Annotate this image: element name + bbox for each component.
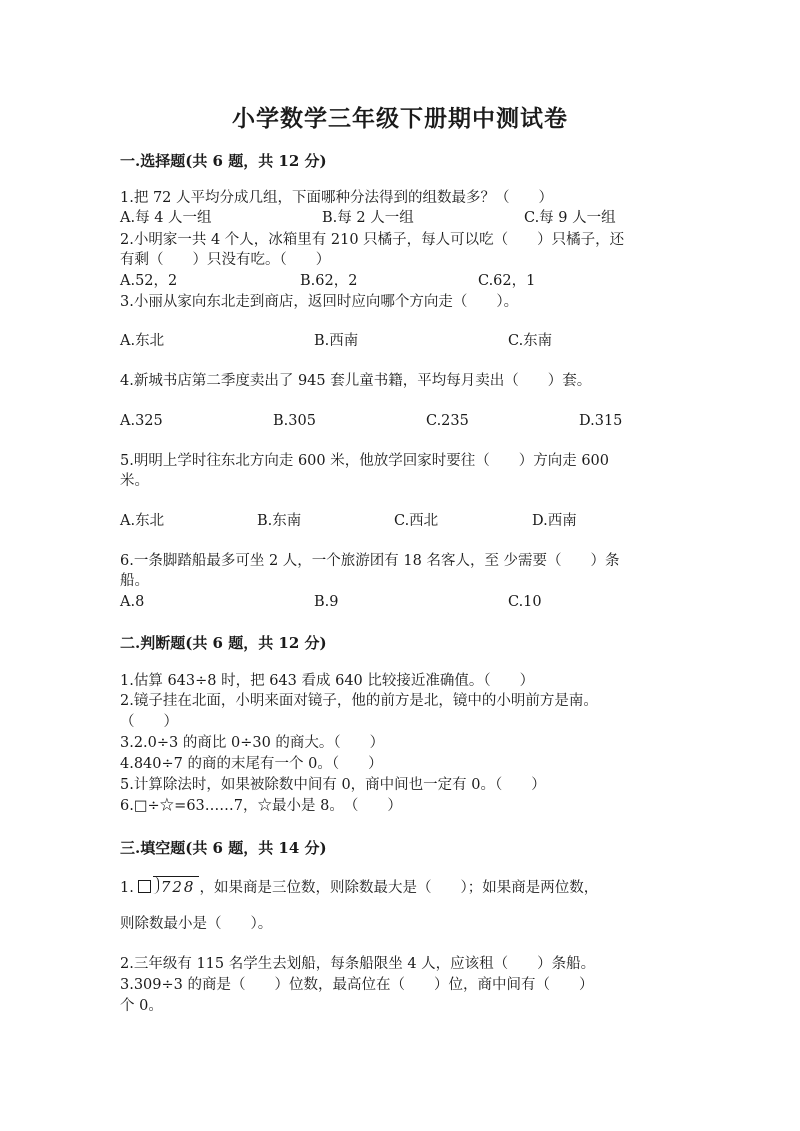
question-text: 船。 [120, 573, 149, 589]
section-heading-judgement: 二.判断题(共 6 题，共 12 分) [120, 634, 327, 652]
blank-box-icon [138, 880, 151, 893]
option-b: B.9 [314, 594, 339, 610]
question-text: 则除数最小是（ ）。 [120, 916, 273, 932]
option-b: B.东南 [257, 513, 302, 529]
option-c: C.235 [426, 413, 469, 429]
statement: 2.镜子挂在北面，小明来面对镜子，他的前方是北，镜中的小明前方是南。 [120, 693, 598, 709]
statement: 3.2.0÷3 的商比 0÷30 的商大。（ ） [120, 735, 385, 751]
question-text: 有剩（ ）只没有吃。（ ） [120, 252, 331, 268]
option-c: C.每 9 人一组 [524, 210, 616, 226]
section-heading-fill-blank: 三.填空题(共 6 题，共 14 分) [120, 839, 327, 857]
option-b: B.62，2 [300, 273, 358, 289]
statement: 5.计算除法时，如果被除数中间有 0，商中间也一定有 0。（ ） [120, 777, 546, 793]
question-text: 1.把 72 人平均分成几组，下面哪种分法得到的组数最多？（ ） [120, 190, 554, 206]
question-text: 2.三年级有 115 名学生去划船，每条船限坐 4 人，应该租（ ）条船。 [120, 956, 596, 972]
option-d: D.西南 [532, 513, 577, 529]
option-c: C.10 [508, 594, 542, 610]
option-c: C.东南 [508, 333, 553, 349]
question-text: 3.小丽从家向东北走到商店，返回时应向哪个方向走（ ）。 [120, 294, 519, 310]
section-heading-choice: 一.选择题(共 6 题，共 12 分) [120, 152, 327, 170]
option-a: A.8 [120, 594, 145, 610]
option-b: B.305 [273, 413, 316, 429]
option-a: A.325 [120, 413, 163, 429]
page-title: 小学数学三年级下册期中测试卷 [232, 105, 568, 132]
question-text: 5.明明上学时往东北方向走 600 米，他放学回家时要往（ ）方向走 600 [120, 453, 610, 469]
question-text: ，如果商是三位数，则除数最大是（ ）；如果商是两位数， [199, 880, 599, 896]
option-a: A.52，2 [120, 273, 178, 289]
option-d: D.315 [579, 413, 623, 429]
statement: 4.840÷7 的商的末尾有一个 0。（ ） [120, 756, 383, 772]
question-text: 6.一条脚踏船最多可坐 2 人，一个旅游团有 18 名客人，至 少需要（ ）条 [120, 553, 620, 569]
question-text: 2.小明家一共 4 个人，冰箱里有 210 只橘子，每人可以吃（ ）只橘子，还 [120, 232, 625, 248]
question-number: 1. [120, 880, 134, 896]
statement: 6.□÷☆=63……7，☆最小是 8。 （ ） [120, 798, 402, 814]
option-c: C.西北 [394, 513, 439, 529]
statement: 1.估算 643÷8 时，把 643 看成 640 比较接近准确值。（ ） [120, 673, 535, 689]
option-c: C.62，1 [478, 273, 536, 289]
option-b: B.每 2 人一组 [322, 210, 414, 226]
option-a: A.东北 [120, 333, 165, 349]
fill-question-1 [120, 876, 598, 898]
question-text: 4.新城书店第二季度卖出了 945 套儿童书籍，平均每月卖出（ ）套。 [120, 373, 592, 389]
question-text: 3.309÷3 的商是（ ）位数，最高位在（ ）位，商中间有（ ） [120, 977, 594, 993]
statement: （ ） [120, 714, 178, 730]
option-a: A.每 4 人一组 [120, 210, 212, 226]
option-a: A.东北 [120, 513, 165, 529]
question-text: 个 0。 [120, 998, 163, 1014]
option-b: B.西南 [314, 333, 359, 349]
long-division-dividend: 728 [153, 876, 200, 897]
question-text: 米。 [120, 473, 149, 489]
